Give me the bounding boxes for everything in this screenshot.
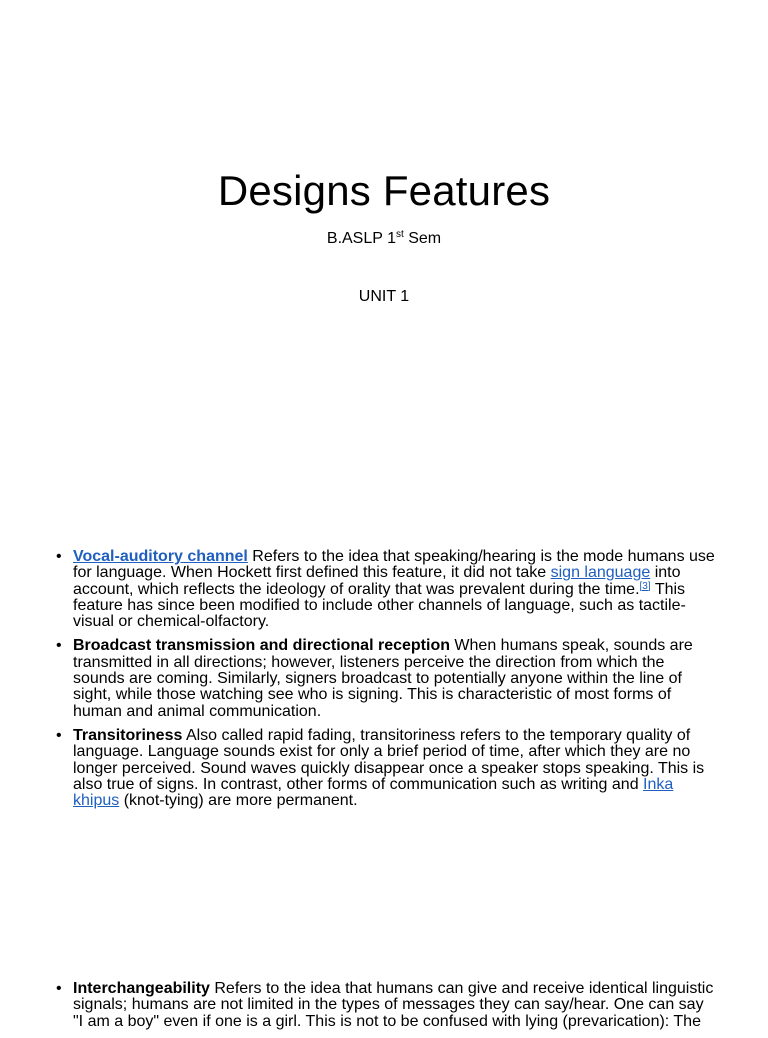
bullet-icon: • xyxy=(56,726,62,744)
transitoriness-text-a: Also called rapid fading, transitoriness refers to the temporary quality of language. Language sounds exist for only a brief period of time, after which they are no longer perceived. Sound waves quickly disappear once a speaker stops speaking. This is also true of signs. In contrast, other forms of communication such as writing and xyxy=(73,726,705,793)
vocal-auditory-text-c: This feature has since been modified to include other channels of language, such as tactile-visual or chemical-olfactory. xyxy=(73,580,686,631)
bullet-icon: • xyxy=(56,548,62,565)
course-term: Sem xyxy=(403,230,442,247)
transitoriness-term: Transitoriness xyxy=(73,726,183,744)
unit-label: UNIT 1 xyxy=(358,288,410,305)
list-item-broadcast xyxy=(56,638,716,719)
features-list xyxy=(56,549,716,817)
course-subtitle xyxy=(0,229,768,249)
vocal-auditory-text-a: Refers to the idea that speaking/hearing is the mode humans use for language. When Hockett first defined this feature, it did not take xyxy=(73,548,715,582)
vocal-auditory-text-b: into account, which reflects the ideology of orality that was prevalent during the time. xyxy=(73,564,681,598)
interchangeability-text: Refers to the idea that humans can give and receive identical linguistic signals; humans are not limited in the types of messages they can say/hear. One can say "I am a boy" even if one is a girl. This is not to be confused with lying (prevarication): The xyxy=(73,980,714,1030)
bullet-icon: • xyxy=(56,980,62,997)
interchangeability-term: Interchangeability xyxy=(73,980,210,997)
broadcast-term: Broadcast transmission and directional reception xyxy=(73,637,450,655)
list-item-interchangeability xyxy=(56,981,716,1030)
features-list-continued xyxy=(56,981,716,1038)
citation-link[interactable]: [3] xyxy=(639,580,651,592)
bullet-icon: • xyxy=(56,637,62,655)
broadcast-text: When humans speak, sounds are transmitted in all directions; however, listeners perceive the direction from which the sounds are coming. Similarly, signers broadcast to potentially anyone within the line of sight, while those watching see who is signing. This is characteristic of most forms of human and animal communication. xyxy=(73,637,693,720)
slide-title: Designs Features xyxy=(217,167,551,214)
transitoriness-text-b: (knot-tying) are more permanent. xyxy=(119,792,358,810)
course-name: B.ASLP 1 xyxy=(326,230,396,247)
list-item-transitoriness xyxy=(56,728,716,809)
sign-language-link[interactable]: sign language xyxy=(550,564,651,582)
course-ordinal-suffix: st xyxy=(395,229,404,240)
inka-khipus-link[interactable]: Inka khipus xyxy=(73,775,674,810)
vocal-auditory-link[interactable]: Vocal-auditory channel xyxy=(73,548,248,565)
list-item-vocal-auditory xyxy=(56,549,716,630)
